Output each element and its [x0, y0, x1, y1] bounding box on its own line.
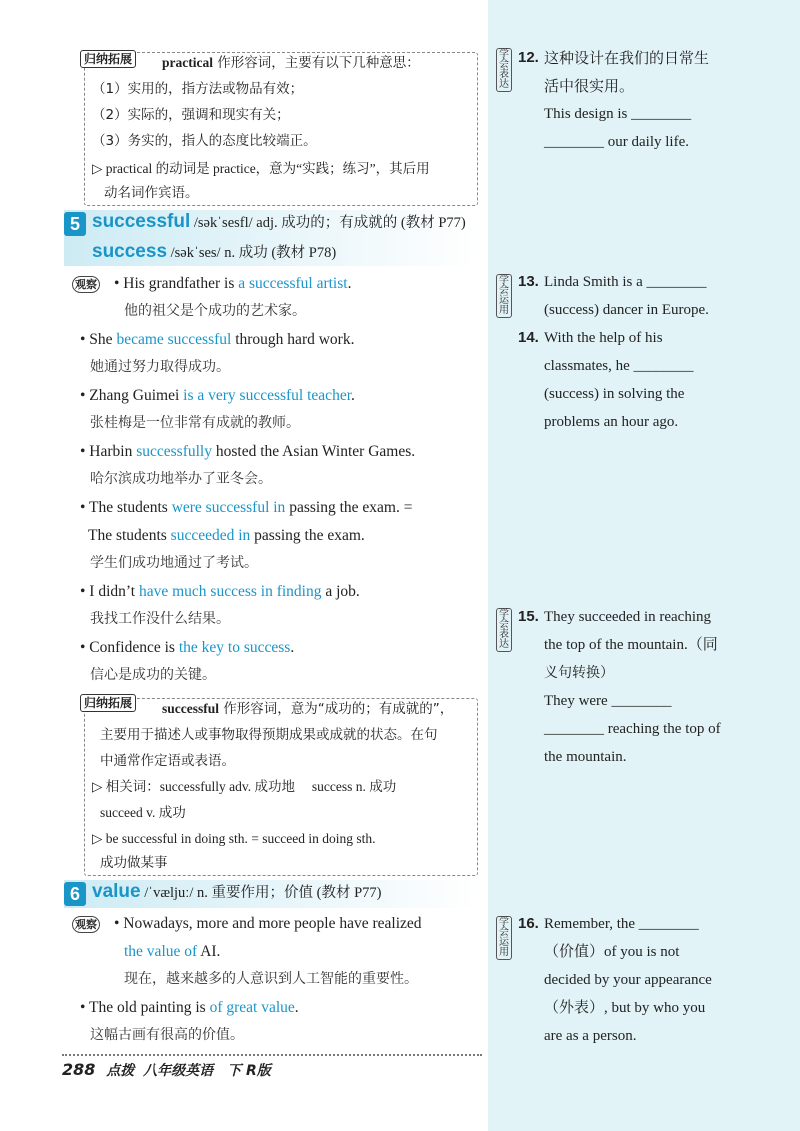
section5-headword-1: successful /səkˈsesfl/ adj. 成功的；有成就的 (教材 P77) — [92, 211, 466, 232]
exercise-blank-line[interactable]: They were ________ — [544, 693, 672, 709]
summary-item: （3）务实的，指人的态度比较端正。 — [92, 133, 317, 149]
exercise-number: 12. — [518, 49, 539, 66]
page-number: 288 — [62, 1060, 96, 1079]
exercise-text: 活中很实用。 — [544, 77, 635, 95]
example-sentence-cont: The students succeeded in passing the exam. — [88, 527, 365, 544]
summary-tag: 归纳拓展 — [80, 694, 136, 712]
exercise-blank-line[interactable]: ________ reaching the top of — [544, 721, 721, 737]
example-translation: 她通过努力取得成功。 — [90, 359, 230, 375]
exercise-text: (success) in solving the — [544, 386, 685, 402]
example-translation: 信心是成功的关键。 — [90, 667, 216, 683]
example-sentence: • She became successful through hard work. — [80, 331, 355, 348]
exercise-number: 15. — [518, 608, 539, 625]
section5-headword-2: success /səkˈses/ n. 成功 (教材 P78) — [92, 241, 337, 262]
phrase-note-cont: 成功做某事 — [100, 855, 168, 871]
exercise-blank-line[interactable]: This design is ________ — [544, 106, 692, 122]
exercise-text: 这种设计在我们的日常生 — [544, 49, 710, 67]
example-sentence: • Confidence is the key to success. — [80, 639, 295, 656]
section6-headword: value /ˈvæljuː/ n. 重要作用；价值 (教材 P77) — [92, 881, 382, 902]
exercise-blank-line[interactable]: Remember, the ________ — [544, 916, 699, 932]
example-translation: 他的祖父是个成功的艺术家。 — [124, 303, 306, 319]
example-translation: 学生们成功地通过了考试。 — [90, 555, 258, 571]
section5-number: 5 — [64, 212, 86, 236]
related-words: ▷ 相关词：successfully adv. 成功地 success n. 成功 — [92, 779, 397, 794]
exercise-tag: 学会表达 — [496, 608, 512, 652]
example-translation: 这幅古画有很高的价值。 — [90, 1027, 244, 1043]
exercise-text: the mountain. — [544, 749, 627, 765]
summary-note-cont: 动名词作宾语。 — [104, 185, 199, 201]
summary-intro: practical 作形容词，主要有以下几种意思： — [162, 55, 420, 71]
book-grade: 八年级英语 下 R版 — [143, 1063, 271, 1079]
example-sentence-cont: the value of AI. — [124, 943, 221, 960]
example-translation: 现在，越来越多的人意识到人工智能的重要性。 — [124, 971, 418, 987]
summary-line: 中通常作定语或表语。 — [100, 753, 235, 769]
exercise-text: With the help of his — [544, 330, 663, 346]
page-footer — [62, 1060, 271, 1080]
summary-intro: successful 作形容词，意为“成功的；有成就的”， — [162, 701, 454, 717]
exercise-blank-line[interactable]: Linda Smith is a ________ — [544, 274, 707, 290]
observe-icon: 观察 — [72, 916, 100, 933]
exercise-number: 16. — [518, 915, 539, 932]
observe-icon: 观察 — [72, 276, 100, 293]
related-words-cont: succeed v. 成功 — [100, 805, 186, 820]
exercise-text: They succeeded in reaching — [544, 609, 711, 625]
exercise-text: (success) dancer in Europe. — [544, 302, 709, 318]
example-translation: 我找工作没什么结果。 — [90, 611, 230, 627]
example-sentence: • Harbin successfully hosted the Asian Winter Games. — [80, 443, 416, 460]
exercise-text: the top of the mountain.（同 — [544, 637, 718, 653]
example-sentence: • His grandfather is a successful artist. — [114, 275, 352, 292]
summary-item: （1）实用的，指方法或物品有效； — [92, 81, 304, 97]
example-sentence: • Zhang Guimei is a very successful teacher. — [80, 387, 355, 404]
section6-number: 6 — [64, 882, 86, 906]
exercise-text: 义句转换） — [544, 665, 614, 681]
summary-line: 主要用于描述人或事物取得预期成果或成就的状态。在句 — [100, 727, 438, 743]
exercise-blank-line[interactable]: ________ our daily life. — [544, 134, 689, 150]
example-translation: 哈尔滨成功地举办了亚冬会。 — [90, 471, 272, 487]
example-sentence: • The old painting is of great value. — [80, 999, 299, 1016]
footer-rule — [62, 1054, 482, 1056]
exercise-blank-line[interactable]: classmates, he ________ — [544, 358, 694, 374]
exercise-tag: 学会运用 — [496, 916, 512, 960]
exercise-number: 14. — [518, 329, 539, 346]
exercise-text: problems an hour ago. — [544, 414, 679, 430]
exercise-text: decided by your appearance — [544, 972, 712, 988]
exercise-text: （价值）of you is not — [544, 944, 680, 960]
book-name: 点拨 — [106, 1063, 135, 1079]
summary-item: （2）实际的，强调和现实有关； — [92, 107, 290, 123]
summary-tag: 归纳拓展 — [80, 50, 136, 68]
example-sentence: • I didn’t have much success in finding a job. — [80, 583, 360, 600]
example-sentence: • The students were successful in passing the exam. = — [80, 499, 413, 516]
summary-note: ▷ practical 的动词是 practice，意为“实践；练习”，其后用 — [92, 161, 430, 176]
example-sentence: • Nowadays, more and more people have realized — [114, 915, 422, 932]
exercise-number: 13. — [518, 273, 539, 290]
exercise-tag: 学会表达 — [496, 48, 512, 92]
exercise-text: （外表）, but by who you — [544, 1000, 706, 1016]
phrase-note: ▷ be successful in doing sth. = succeed in doing sth. — [92, 831, 376, 846]
exercise-tag: 学会运用 — [496, 274, 512, 318]
example-translation: 张桂梅是一位非常有成就的教师。 — [90, 415, 300, 431]
exercise-text: are as a person. — [544, 1028, 637, 1044]
